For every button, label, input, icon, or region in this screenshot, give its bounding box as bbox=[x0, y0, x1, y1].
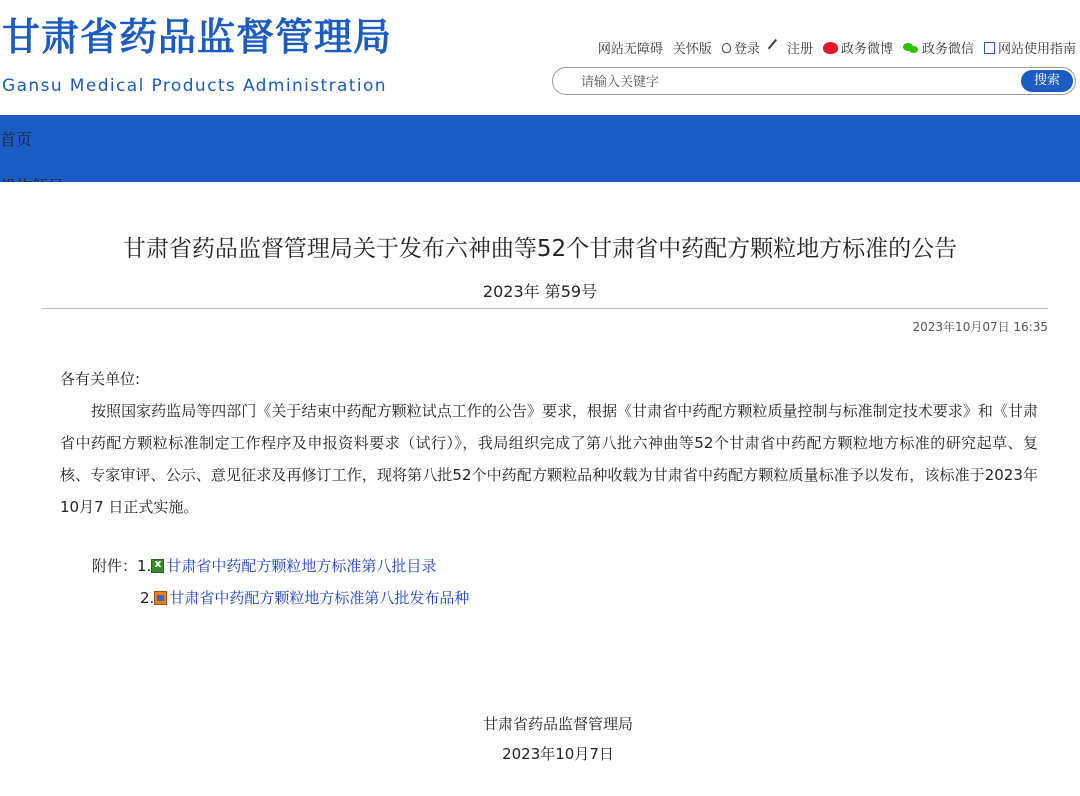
site-logo-english[interactable]: Gansu Medical Products Administration bbox=[2, 76, 387, 96]
site-guide-link[interactable] bbox=[984, 38, 1076, 57]
article-title: 甘肃省药品监督管理局关于发布六神曲等52个甘肃省中药配方颗粒地方标准的公告 bbox=[122, 236, 958, 262]
article-body: 按照国家药监局等四部门《关于结束中药配方颗粒试点工作的公告》要求，根据《甘肃省中药配方颗粒质量控制与标准制定技术要求》和《甘肃省中药配方颗粒标准制定工作程序及申报资料要求（试行）》，我局组织完成了第八批六神曲等52个甘肃省中药配方颗粒地方标准的研究起草、复核、专家审评、公示、意见征求及再修订工作，现将第八批52个中药配方颗粒品种收载为甘肃省中药配方颗粒质量标准予以发布，该标准于2023年10月7 日正式实施。 bbox=[60, 402, 1038, 516]
search-button[interactable]: 搜索 bbox=[1021, 70, 1073, 92]
signature-date: 2023年10月7日 bbox=[502, 745, 614, 763]
excel-file-icon bbox=[151, 559, 164, 573]
login-link-label: 登录 bbox=[733, 42, 760, 57]
weibo-icon bbox=[823, 42, 838, 54]
register-link-label: 注册 bbox=[786, 42, 813, 57]
attachment-1 bbox=[92, 555, 436, 576]
archive-file-icon bbox=[154, 591, 167, 605]
attachment-link[interactable]: 甘肃省中药配方颗粒地方标准第八批目录 bbox=[166, 557, 437, 575]
divider bbox=[42, 308, 1048, 309]
attachment-label: 附件： bbox=[92, 557, 138, 575]
weibo-link-label: 政务微博 bbox=[840, 42, 893, 57]
accessibility-link[interactable] bbox=[598, 38, 663, 57]
login-link[interactable] bbox=[722, 38, 760, 57]
signature: 甘肃省药品监督管理局 bbox=[482, 715, 633, 733]
article-panel bbox=[0, 182, 1080, 796]
guide-icon bbox=[984, 42, 995, 54]
elder-mode-link[interactable] bbox=[673, 38, 712, 57]
search-box bbox=[552, 67, 1076, 95]
site-logo-chinese[interactable]: 甘肃省药品监督管理局 bbox=[2, 15, 393, 59]
weibo-link[interactable] bbox=[823, 38, 893, 57]
elder-mode-link-label: 关怀版 bbox=[672, 42, 712, 57]
site-guide-link-label: 网站使用指南 bbox=[997, 42, 1076, 57]
user-icon bbox=[722, 43, 731, 53]
attachment-2 bbox=[140, 587, 469, 608]
top-links bbox=[598, 38, 1076, 57]
wechat-link-label: 政务微信 bbox=[921, 42, 974, 57]
main-nav bbox=[0, 115, 1080, 162]
search-input[interactable] bbox=[579, 72, 983, 92]
publish-date: 2023年10月07日 16:35 bbox=[912, 320, 1048, 334]
salutation: 各有关单位: bbox=[60, 370, 141, 388]
wechat-icon bbox=[903, 42, 919, 54]
attachment-number: 2. bbox=[140, 588, 155, 607]
attachment-number: 1. bbox=[137, 556, 152, 575]
nav-home[interactable]: 首页 bbox=[0, 115, 1080, 162]
register-link[interactable] bbox=[770, 38, 813, 57]
site-header bbox=[0, 0, 1080, 115]
attachment-link[interactable]: 甘肃省中药配方颗粒地方标准第八批发布品种 bbox=[169, 589, 470, 607]
article-number: 2023年 第59号 bbox=[482, 282, 598, 301]
wechat-link[interactable] bbox=[903, 38, 974, 57]
accessibility-link-label: 网站无障碍 bbox=[597, 42, 663, 57]
pen-icon bbox=[768, 38, 786, 56]
